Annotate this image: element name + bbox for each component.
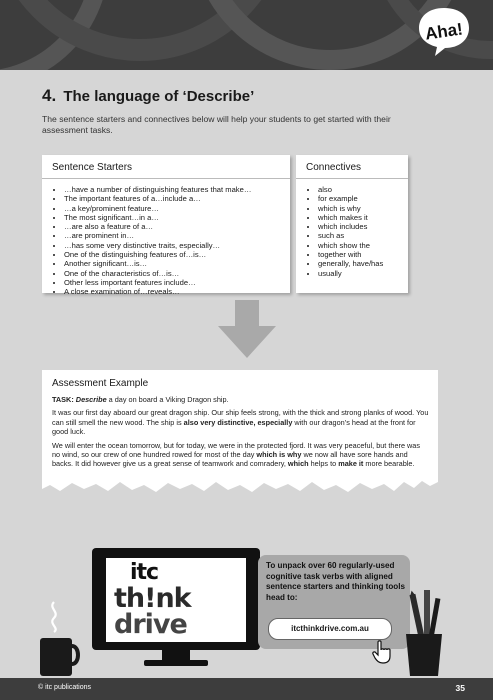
page-footer xyxy=(0,678,493,700)
aha-badge-text: Aha! xyxy=(423,19,464,44)
connectives-card xyxy=(296,155,408,293)
assessment-paragraph-2: We will enter the ocean tomorrow, but for today, we were in the protected fjord. It was very peaceful, but there was no wind, so our crew of one hundred rowed for most of the day which is why we now all have sore hands and backs. It did however give us a great sense of teamwork and comradery, which helps to make it more bearable. xyxy=(52,440,421,469)
task-label: TASK: xyxy=(52,395,74,404)
sentence-starter-item: • One of the distinguishing features of…is… xyxy=(64,250,282,259)
sentence-starter-item: • The important features of a…include a… xyxy=(64,194,282,203)
hand-cursor-icon xyxy=(372,640,392,664)
sentence-starter-item: • Other less important features include… xyxy=(64,278,282,287)
sentence-starter-item: • …has some very distinctive traits, especially… xyxy=(64,241,282,250)
logo-line-think: th!nk xyxy=(114,583,191,614)
connective-item: • which makes it xyxy=(318,213,400,222)
coffee-mug-icon xyxy=(36,600,80,678)
connective-item: • such as xyxy=(318,231,400,240)
logo-line-drive: drive xyxy=(114,609,187,640)
assessment-example-card xyxy=(42,370,438,498)
connective-item: • which show the xyxy=(318,241,400,250)
sentence-starter-item: • A close examination of…reveals… xyxy=(64,287,282,296)
connective-item: • together with xyxy=(318,250,400,259)
connective-item: • also xyxy=(318,185,400,194)
section-title xyxy=(42,86,254,106)
sentence-starter-item: • …a key/prominent feature… xyxy=(64,204,282,213)
assessment-heading: Assessment Example xyxy=(52,378,149,389)
connectives-list xyxy=(296,185,408,278)
sentence-starters-heading: Sentence Starters xyxy=(42,155,290,179)
assessment-paragraph-1: It was our first day aboard our great dragon ship. Our ship feels strong, with the thick and strong planks of wood. You can still smell the new wood. The ship is also very distinctive, especially with our dragon’s head at the front for good luck. xyxy=(52,408,429,437)
promo-callout xyxy=(258,555,410,649)
connective-item: • generally, have/has xyxy=(318,259,400,268)
down-arrow-icon xyxy=(218,300,276,358)
connective-item: • which is why xyxy=(318,204,400,213)
connectives-heading: Connectives xyxy=(296,155,408,179)
think-drive-link[interactable]: itcthinkdrive.com.au xyxy=(268,618,392,640)
footer-copyright: © itc publications xyxy=(38,684,92,691)
sentence-starter-item: • Another significant…is… xyxy=(64,259,282,268)
connective-item: • which includes xyxy=(318,222,400,231)
pencil-cup-icon xyxy=(400,590,448,678)
logo-line-itc: itc xyxy=(130,560,159,585)
task-description: a day on board a Viking Dragon ship. xyxy=(106,395,229,404)
sentence-starter-item: • …have a number of distinguishing features that make… xyxy=(64,185,282,194)
section-title-text: The language of ‘Describe’ xyxy=(63,88,255,105)
section-number: 4. xyxy=(42,86,57,105)
section-intro: The sentence starters and connectives below will help your students to get started with their assessment tasks. xyxy=(42,114,391,135)
sentence-starters-list xyxy=(42,185,290,297)
sentence-starter-item: • One of the characteristics of…is… xyxy=(64,269,282,278)
sentence-starters-card xyxy=(42,155,290,297)
sentence-starter-item: • The most significant…in a… xyxy=(64,213,282,222)
promo-text: To unpack over 60 regularly-used cognitive task verbs with aligned sentence starters and thinking tools head to: xyxy=(266,561,405,602)
sentence-starter-item: • …are prominent in… xyxy=(64,231,282,240)
connective-item: • usually xyxy=(318,269,400,278)
assessment-task xyxy=(52,395,430,404)
page-number: 35 xyxy=(455,683,465,693)
page-header xyxy=(0,0,493,70)
connective-item: • for example xyxy=(318,194,400,203)
task-verb: Describe xyxy=(75,395,107,404)
sentence-starter-item: • …are also a feature of a… xyxy=(64,222,282,231)
itc-think-drive-logo xyxy=(108,560,244,648)
